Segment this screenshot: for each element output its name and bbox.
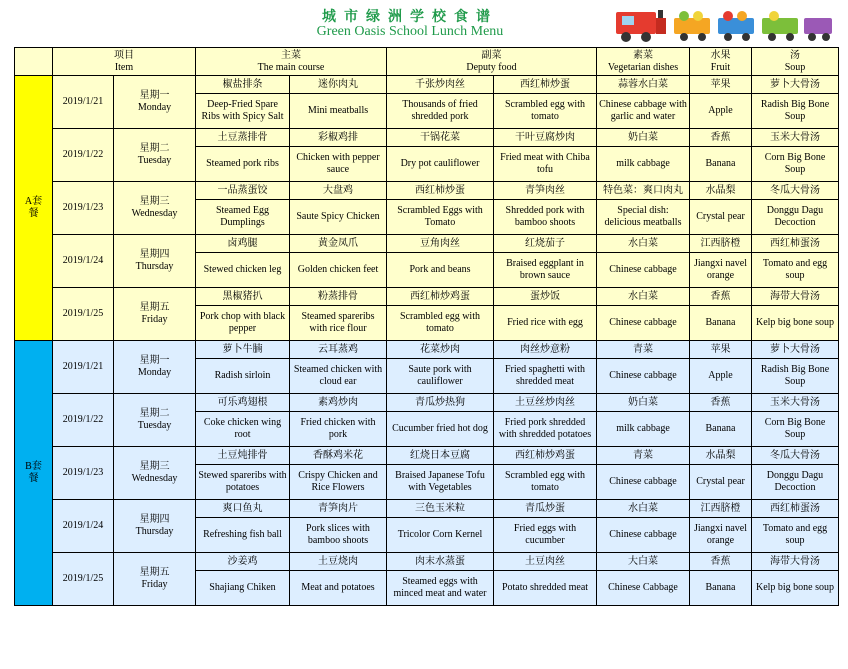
dish-name-en: Pork and beans	[387, 253, 494, 288]
dish-name-cn: 青瓜炒蛋	[494, 500, 597, 518]
dish-name-cn: 椒盐排条	[196, 76, 290, 94]
dish-name-cn: 奶白菜	[597, 129, 690, 147]
dish-name-cn: 肉末水蒸蛋	[387, 553, 494, 571]
dish-name-en: Steamed spareribs with rice flour	[290, 306, 387, 341]
dish-name-cn: 苹果	[690, 341, 752, 359]
dish-name-en: Donggu Dagu Decoction	[752, 200, 839, 235]
dish-name-cn: 红烧茄子	[494, 235, 597, 253]
dish-name-cn: 三色玉米粒	[387, 500, 494, 518]
dish-name-en: Steamed Egg Dumplings	[196, 200, 290, 235]
page-title-english: Green Oasis School Lunch Menu	[316, 24, 504, 39]
dish-name-cn: 水晶梨	[690, 182, 752, 200]
dish-name-cn: 卤鸡腿	[196, 235, 290, 253]
dish-name-cn: 香蕉	[690, 288, 752, 306]
dish-name-cn: 粉蒸排骨	[290, 288, 387, 306]
dish-name-en: Tomato and egg soup	[752, 518, 839, 553]
dish-name-cn: 西红柿炒鸡蛋	[494, 447, 597, 465]
menu-date: 2019/1/22	[53, 394, 114, 447]
dish-name-en: Radish Big Bone Soup	[752, 94, 839, 129]
menu-date: 2019/1/21	[53, 341, 114, 394]
menu-weekday: 星期四 Thursday	[114, 500, 196, 553]
dish-name-cn: 土豆烧肉	[290, 553, 387, 571]
dish-name-en: Braised Japanese Tofu with Vegetables	[387, 465, 494, 500]
dish-name-cn: 花菜炒肉	[387, 341, 494, 359]
dish-name-en: Mini meatballs	[290, 94, 387, 129]
dish-name-en: Scrambled egg with tomato	[387, 306, 494, 341]
dish-name-en: Fried meat with Chiba tofu	[494, 147, 597, 182]
meal-set-label: A套 餐	[15, 76, 53, 341]
dish-name-en: Coke chicken wing root	[196, 412, 290, 447]
dish-name-cn: 水白菜	[597, 288, 690, 306]
menu-date: 2019/1/25	[53, 553, 114, 606]
dish-name-cn: 西红柿炒鸡蛋	[387, 288, 494, 306]
dish-name-cn: 江西脐橙	[690, 235, 752, 253]
dish-name-cn: 萝卜牛腩	[196, 341, 290, 359]
dish-name-cn: 苹果	[690, 76, 752, 94]
dish-name-en: Scrambled Eggs with Tomato	[387, 200, 494, 235]
dish-name-en: Special dish: delicious meatballs	[597, 200, 690, 235]
dish-name-en: Deep-Fried Spare Ribs with Spicy Salt	[196, 94, 290, 129]
dish-name-en: Shredded pork with bamboo shoots	[494, 200, 597, 235]
dish-name-en: Crystal pear	[690, 465, 752, 500]
menu-weekday: 星期四 Thursday	[114, 235, 196, 288]
menu-weekday: 星期一 Monday	[114, 341, 196, 394]
dish-name-en: Jiangxi navel orange	[690, 253, 752, 288]
dish-name-en: Potato shredded meat	[494, 571, 597, 606]
menu-date: 2019/1/23	[53, 447, 114, 500]
dish-name-cn: 可乐鸡翅根	[196, 394, 290, 412]
menu-date: 2019/1/24	[53, 500, 114, 553]
dish-name-en: Chicken with pepper sauce	[290, 147, 387, 182]
dish-name-en: Dry pot cauliflower	[387, 147, 494, 182]
menu-date: 2019/1/23	[53, 182, 114, 235]
dish-name-en: Saute Spicy Chicken	[290, 200, 387, 235]
meal-set-label: B套 餐	[15, 341, 53, 606]
dish-name-cn: 土豆丝炒肉丝	[494, 394, 597, 412]
dish-name-cn: 土豆蒸排骨	[196, 129, 290, 147]
dish-name-en: Fried pork shredded with shredded potatoes	[494, 412, 597, 447]
dish-name-en: Crystal pear	[690, 200, 752, 235]
dish-name-en: Chinese cabbage with garlic and water	[597, 94, 690, 129]
dish-name-en: Kelp big bone soup	[752, 571, 839, 606]
dish-name-cn: 土豆炖排骨	[196, 447, 290, 465]
dish-name-en: Apple	[690, 94, 752, 129]
train-illustration	[614, 4, 836, 44]
header-item: 项目 Item	[53, 48, 196, 76]
dish-name-en: Crispy Chicken and Rice Flowers	[290, 465, 387, 500]
menu-weekday: 星期二 Tuesday	[114, 394, 196, 447]
lunch-menu-table	[14, 47, 839, 606]
dish-name-cn: 彩椒鸡排	[290, 129, 387, 147]
dish-name-cn: 萝卜大骨汤	[752, 76, 839, 94]
dish-name-cn: 大白菜	[597, 553, 690, 571]
dish-name-en: Shajiang Chiken	[196, 571, 290, 606]
dish-name-cn: 蛋炒饭	[494, 288, 597, 306]
dish-name-en: Thousands of fried shredded pork	[387, 94, 494, 129]
dish-name-cn: 海带大骨汤	[752, 553, 839, 571]
dish-name-en: Kelp big bone soup	[752, 306, 839, 341]
dish-name-en: Fried rice with egg	[494, 306, 597, 341]
dish-name-en: milk cabbage	[597, 147, 690, 182]
dish-name-en: Radish sirloin	[196, 359, 290, 394]
dish-name-cn: 萝卜大骨汤	[752, 341, 839, 359]
header-deputy-food: 副菜 Deputy food	[387, 48, 597, 76]
menu-date: 2019/1/25	[53, 288, 114, 341]
dish-name-cn: 水白菜	[597, 500, 690, 518]
dish-name-en: Apple	[690, 359, 752, 394]
dish-name-en: Jiangxi navel orange	[690, 518, 752, 553]
dish-name-en: Banana	[690, 571, 752, 606]
dish-name-cn: 千张炒肉丝	[387, 76, 494, 94]
dish-name-cn: 江西脐橙	[690, 500, 752, 518]
dish-name-cn: 蒜蓉水白菜	[597, 76, 690, 94]
dish-name-en: Tomato and egg soup	[752, 253, 839, 288]
dish-name-cn: 土豆肉丝	[494, 553, 597, 571]
dish-name-cn: 香蕉	[690, 129, 752, 147]
dish-name-cn: 香蕉	[690, 394, 752, 412]
dish-name-en: Tricolor Corn Kernel	[387, 518, 494, 553]
dish-name-en: Pork slices with bamboo shoots	[290, 518, 387, 553]
dish-name-en: Meat and potatoes	[290, 571, 387, 606]
dish-name-cn: 迷你肉丸	[290, 76, 387, 94]
dish-name-cn: 干叶豆腐炒肉	[494, 129, 597, 147]
page-title-chinese: 城市绿洲学校食谱	[322, 10, 498, 25]
dish-name-cn: 豆角肉丝	[387, 235, 494, 253]
dish-name-en: Chinese cabbage	[597, 359, 690, 394]
dish-name-en: Fried spaghetti with shredded meat	[494, 359, 597, 394]
dish-name-cn: 黄金凤爪	[290, 235, 387, 253]
menu-weekday: 星期五 Friday	[114, 553, 196, 606]
dish-name-cn: 特色菜：爽口肉丸	[597, 182, 690, 200]
dish-name-en: Saute pork with cauliflower	[387, 359, 494, 394]
menu-weekday: 星期五 Friday	[114, 288, 196, 341]
dish-name-en: Banana	[690, 306, 752, 341]
dish-name-cn: 香酥鸡米花	[290, 447, 387, 465]
dish-name-en: Chinese cabbage	[597, 465, 690, 500]
dish-name-en: Steamed pork ribs	[196, 147, 290, 182]
header-vegetarian: 素菜 Vegetarian dishes	[597, 48, 690, 76]
dish-name-cn: 青瓜炒热狗	[387, 394, 494, 412]
dish-name-cn: 干锅花菜	[387, 129, 494, 147]
dish-name-cn: 玉米大骨汤	[752, 394, 839, 412]
header-fruit: 水果 Fruit	[690, 48, 752, 76]
header-soup: 汤 Soup	[752, 48, 839, 76]
dish-name-en: Stewed spareribs with potatoes	[196, 465, 290, 500]
dish-name-en: Chinese cabbage	[597, 306, 690, 341]
menu-weekday: 星期一 Monday	[114, 76, 196, 129]
dish-name-cn: 青菜	[597, 341, 690, 359]
dish-name-en: Scrambled egg with tomato	[494, 465, 597, 500]
dish-name-en: Corn Big Bone Soup	[752, 412, 839, 447]
dish-name-en: Fried eggs with cucumber	[494, 518, 597, 553]
dish-name-cn: 香蕉	[690, 553, 752, 571]
dish-name-cn: 海带大骨汤	[752, 288, 839, 306]
dish-name-cn: 黑椒猪扒	[196, 288, 290, 306]
dish-name-en: Refreshing fish ball	[196, 518, 290, 553]
dish-name-cn: 沙姜鸡	[196, 553, 290, 571]
dish-name-cn: 红烧日本豆腐	[387, 447, 494, 465]
dish-name-en: Cucumber fried hot dog	[387, 412, 494, 447]
dish-name-cn: 青菜	[597, 447, 690, 465]
dish-name-cn: 爽口鱼丸	[196, 500, 290, 518]
dish-name-cn: 水晶梨	[690, 447, 752, 465]
dish-name-en: Stewed chicken leg	[196, 253, 290, 288]
dish-name-en: Radish Big Bone Soup	[752, 359, 839, 394]
dish-name-en: Steamed chicken with cloud ear	[290, 359, 387, 394]
dish-name-cn: 西红柿炒蛋	[494, 76, 597, 94]
menu-date: 2019/1/22	[53, 129, 114, 182]
header-main-course: 主菜 The main course	[196, 48, 387, 76]
dish-name-en: Banana	[690, 412, 752, 447]
dish-name-cn: 冬瓜大骨汤	[752, 182, 839, 200]
dish-name-cn: 奶白菜	[597, 394, 690, 412]
dish-name-en: Scrambled egg with tomato	[494, 94, 597, 129]
dish-name-en: Steamed eggs with minced meat and water	[387, 571, 494, 606]
dish-name-cn: 云耳蒸鸡	[290, 341, 387, 359]
dish-name-en: Chinese Cabbage	[597, 571, 690, 606]
dish-name-cn: 西红柿蛋汤	[752, 235, 839, 253]
menu-date: 2019/1/24	[53, 235, 114, 288]
dish-name-cn: 玉米大骨汤	[752, 129, 839, 147]
menu-weekday: 星期三 Wednesday	[114, 182, 196, 235]
dish-name-en: Braised eggplant in brown sauce	[494, 253, 597, 288]
dish-name-en: milk cabbage	[597, 412, 690, 447]
dish-name-en: Banana	[690, 147, 752, 182]
dish-name-en: Chinese cabbage	[597, 518, 690, 553]
dish-name-cn: 素鸡炒肉	[290, 394, 387, 412]
dish-name-en: Pork chop with black pepper	[196, 306, 290, 341]
menu-weekday: 星期二 Tuesday	[114, 129, 196, 182]
dish-name-cn: 西红柿蛋汤	[752, 500, 839, 518]
dish-name-en: Corn Big Bone Soup	[752, 147, 839, 182]
dish-name-en: Fried chicken with pork	[290, 412, 387, 447]
dish-name-cn: 青笋肉丝	[494, 182, 597, 200]
dish-name-cn: 一品蒸蛋饺	[196, 182, 290, 200]
dish-name-cn: 肉丝炒意粉	[494, 341, 597, 359]
dish-name-cn: 水白菜	[597, 235, 690, 253]
dish-name-cn: 青笋肉片	[290, 500, 387, 518]
dish-name-en: Golden chicken feet	[290, 253, 387, 288]
dish-name-cn: 西红柿炒蛋	[387, 182, 494, 200]
dish-name-cn: 大盘鸡	[290, 182, 387, 200]
dish-name-cn: 冬瓜大骨汤	[752, 447, 839, 465]
dish-name-en: Chinese cabbage	[597, 253, 690, 288]
dish-name-en: Donggu Dagu Decoction	[752, 465, 839, 500]
menu-weekday: 星期三 Wednesday	[114, 447, 196, 500]
header-corner	[15, 48, 53, 76]
menu-date: 2019/1/21	[53, 76, 114, 129]
